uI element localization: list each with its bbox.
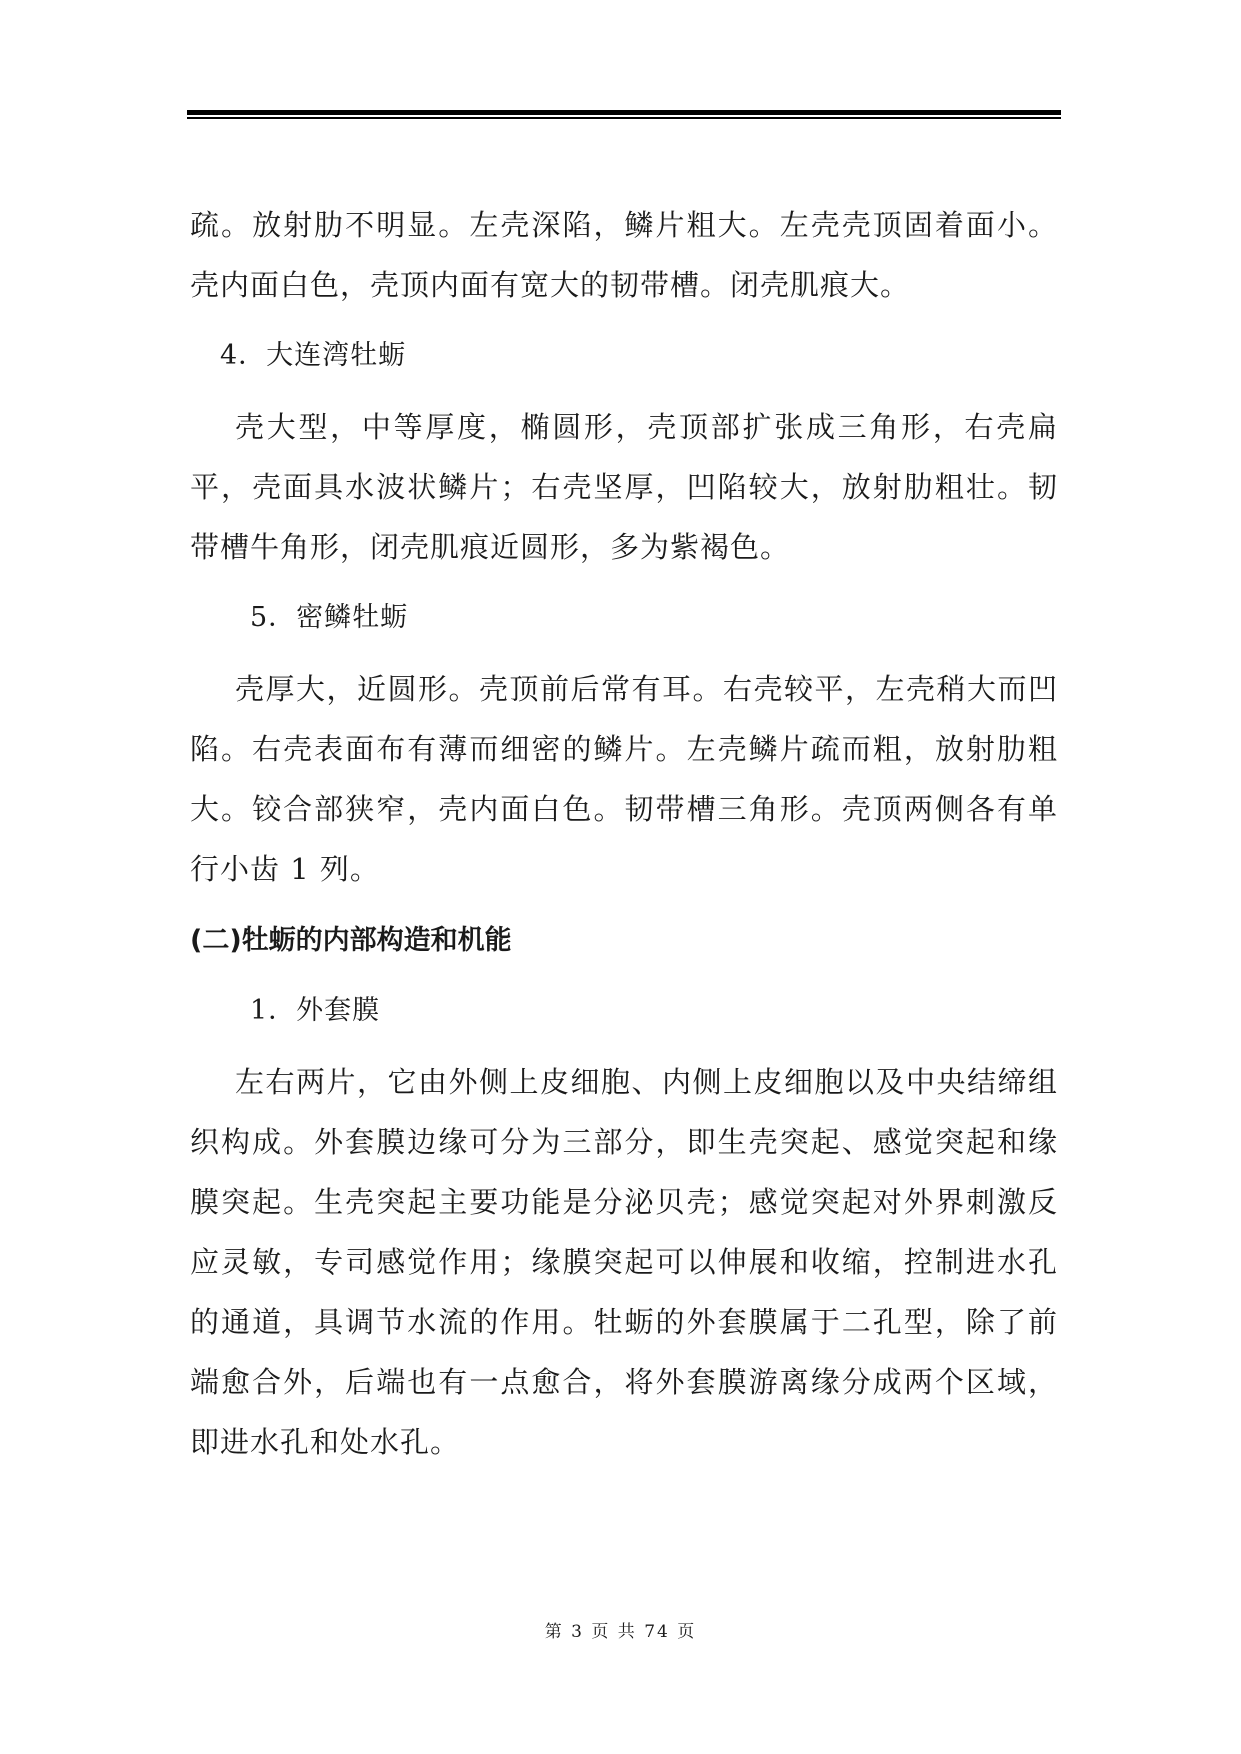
header-rule-thin: [187, 117, 1061, 119]
section-heading: (二)牡蛎的内部构造和机能: [190, 925, 512, 956]
paragraph-intro: 疏。放射肋不明显。左壳深陷，鳞片粗大。左壳壳顶固着面小。壳内面白色，壳顶内面有宽大的韧带槽。闭壳肌痕大。: [190, 208, 1058, 302]
list-item-4: 4．大连湾牡蛎: [220, 340, 407, 371]
paragraph-dense-scale-oyster: 壳厚大，近圆形。壳顶前后常有耳。右壳较平，左壳稍大而凹陷。右壳表面布有薄而细密的鳞片。左壳鳞片疏而粗，放射肋粗大。铰合部狭窄，壳内面白色。韧带槽三角形。壳顶两侧各有单行小齿 1 列。: [190, 672, 1058, 886]
header-rule-thick: [187, 110, 1061, 115]
list-item-5: 5．密鳞牡蛎: [250, 602, 409, 633]
paragraph-dalianwan-oyster: 壳大型，中等厚度，椭圆形，壳顶部扩张成三角形，右壳扁平，壳面具水波状鳞片；右壳坚厚，凹陷较大，放射肋粗壮。韧带槽牛角形，闭壳肌痕近圆形，多为紫褐色。: [190, 410, 1058, 564]
paragraph-mantle: 左右两片，它由外侧上皮细胞、内侧上皮细胞以及中央结缔组织构成。外套膜边缘可分为三部分，即生壳突起、感觉突起和缘膜突起。生壳突起主要功能是分泌贝壳；感觉突起对外界刺激反应灵敏，专司感觉作用；缘膜突起可以伸展和收缩，控制进水孔的通道，具调节水流的作用。牡蛎的外套膜属于二孔型，除了前端愈合外，后端也有一点愈合，将外套膜游离缘分成两个区域，即进水孔和处水孔。: [190, 1065, 1058, 1459]
document-body: [190, 195, 1058, 1472]
header-rule: [187, 110, 1061, 119]
list-item-1: 1．外套膜: [250, 995, 381, 1026]
page-number: 第 3 页 共 74 页: [544, 1622, 697, 1642]
